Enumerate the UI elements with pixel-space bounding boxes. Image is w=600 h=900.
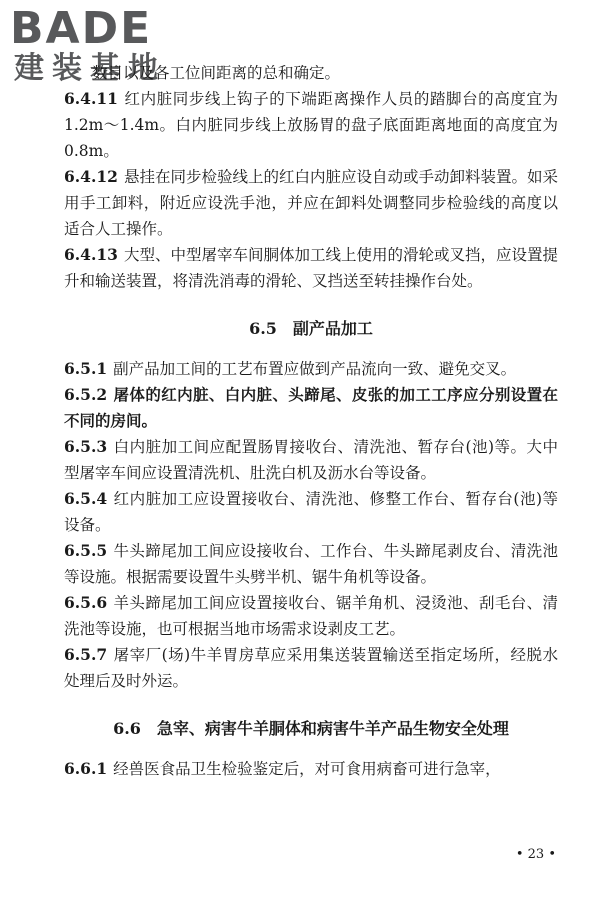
document-page	[64, 60, 558, 782]
clause-number: 6.5.3	[64, 437, 108, 456]
brand-logo-text: BADE	[10, 3, 153, 54]
clause-number: 6.5.4	[64, 489, 108, 508]
clause-number: 6.4.13	[64, 245, 118, 264]
clause-text: 悬挂在同步检验线上的红白内脏应设自动或手动卸料装置。如采用手工卸料，附近应设洗手池，并应在卸料处调整同步检验线的高度以适合人工操作。	[64, 168, 558, 238]
clause-6-5-2	[64, 382, 558, 434]
clause-6-4-13	[64, 242, 558, 294]
clause-text: 羊头蹄尾加工间应设置接收台、锯羊角机、浸烫池、刮毛台、清洗池等设施，也可根据当地市场需求设剥皮工艺。	[64, 594, 558, 638]
clause-number: 6.6.1	[64, 759, 108, 778]
clause-number: 6.5.7	[64, 645, 108, 664]
clause-6-5-7	[64, 642, 558, 694]
lead-line: 数目以及各工位间距离的总和确定。	[92, 64, 341, 82]
clause-6-5-1	[64, 356, 558, 382]
clause-text: 大型、中型屠宰车间胴体加工线上使用的滑轮或叉挡，应设置提升和输送装置，将清洗消毒的滑轮、叉挡送至转挂操作台处。	[64, 246, 558, 290]
clause-number: 6.5.1	[64, 359, 108, 378]
brand-logo-cn-text: 建装基地	[14, 51, 166, 86]
section-heading-6-5: 6.5 副产品加工	[249, 319, 373, 338]
clause-number: 6.4.11	[64, 89, 118, 108]
clause-6-5-5	[64, 538, 558, 590]
clause-text: 屠体的红内脏、白内脏、头蹄尾、皮张的加工工序应分别设置在不同的房间。	[64, 385, 558, 430]
clause-number: 6.5.6	[64, 593, 108, 612]
clause-number: 6.5.5	[64, 541, 108, 560]
clause-text: 红内脏同步线上钩子的下端距离操作人员的踏脚台的高度宜为 1.2m～1.4m。白内脏同步线上放肠胃的盘子底面距离地面的高度宜为 0.8m。	[64, 90, 558, 160]
clause-6-5-4	[64, 486, 558, 538]
clause-text: 经兽医食品卫生检验鉴定后，对可食用病畜可进行急宰，	[113, 760, 501, 778]
clause-6-4-11	[64, 86, 558, 164]
clause-6-5-3	[64, 434, 558, 486]
clause-number: 6.4.12	[64, 167, 118, 186]
clause-6-5-6	[64, 590, 558, 642]
clause-text: 屠宰厂(场)牛羊胃房草应采用集送装置输送至指定场所，经脱水处理后及时外运。	[64, 646, 558, 690]
clause-6-6-1	[64, 756, 558, 782]
clause-text: 牛头蹄尾加工间应设接收台、工作台、牛头蹄尾剥皮台、清洗池等设施。根据需要设置牛头劈半机、锯牛角机等设备。	[64, 542, 558, 586]
clause-number: 6.5.2	[64, 385, 108, 404]
clause-text: 红内脏加工应设置接收台、清洗池、修整工作台、暂存台(池)等设备。	[64, 490, 558, 534]
clause-6-4-12	[64, 164, 558, 242]
page-number: • 23 •	[515, 847, 556, 862]
clause-text: 白内脏加工间应配置肠胃接收台、清洗池、暂存台(池)等。大中型屠宰车间应设置清洗机、肚洗白机及沥水台等设备。	[64, 438, 558, 482]
clause-text: 副产品加工间的工艺布置应做到产品流向一致、避免交叉。	[113, 360, 517, 378]
section-heading-6-6: 6.6 急宰、病害牛羊胴体和病害牛羊产品生物安全处理	[113, 719, 509, 738]
